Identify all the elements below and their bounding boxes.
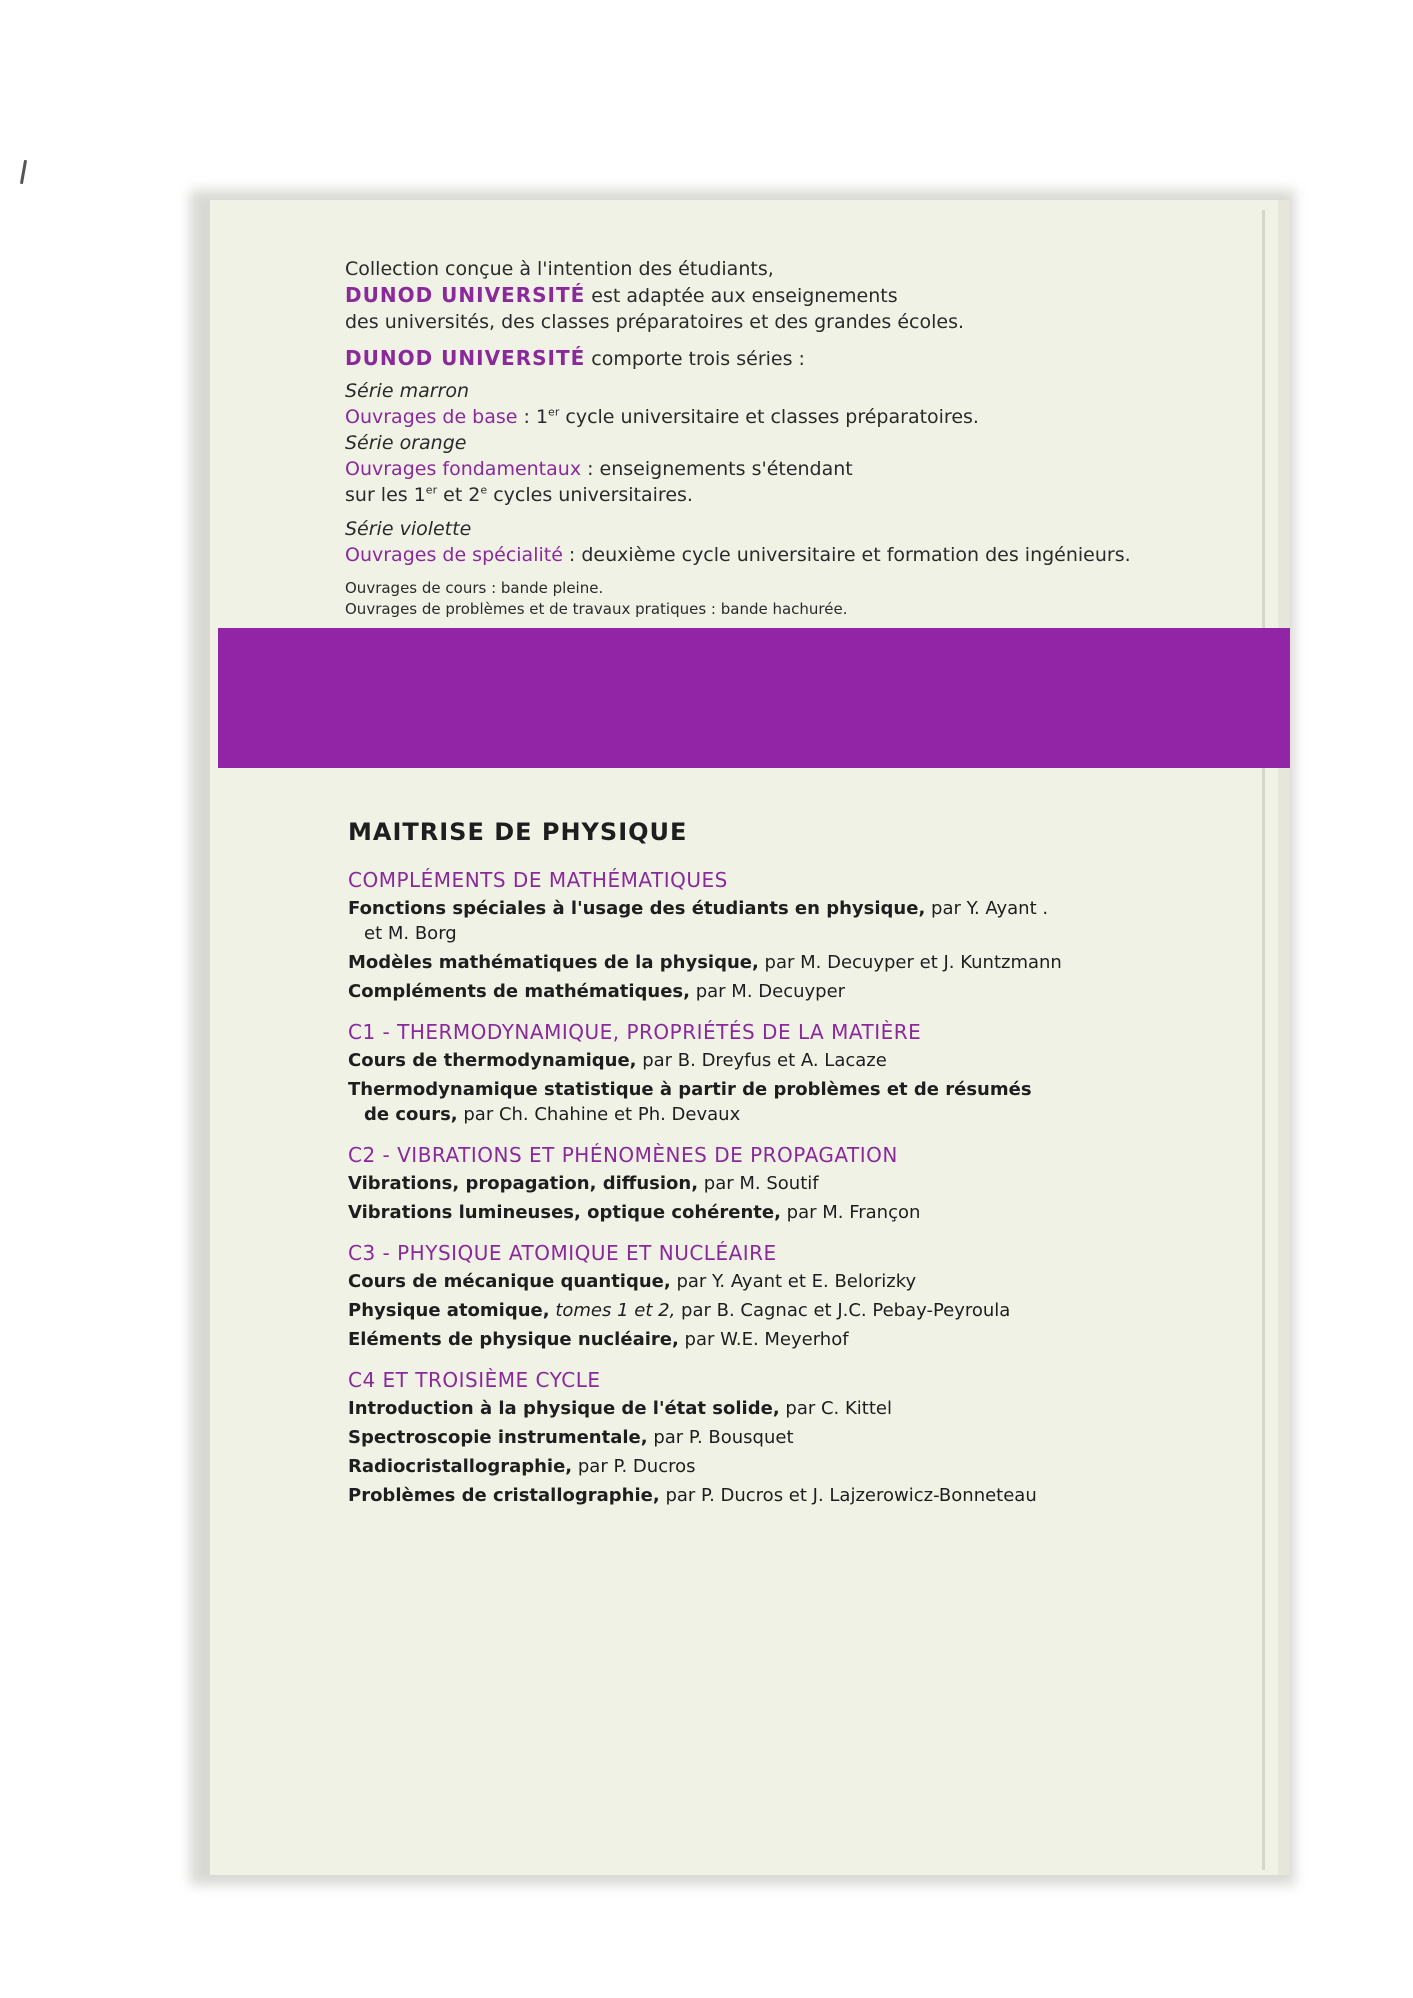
series-desc-cont: sur les 1er et 2e cycles universitaires. — [345, 483, 693, 506]
note-problemes: Ouvrages de problèmes et de travaux pratiques : bande hachurée. — [345, 600, 848, 618]
intro-line-2: DUNOD UNIVERSITÉ est adaptée aux enseignements — [345, 283, 898, 307]
section-title: C2 - VIBRATIONS ET PHÉNOMÈNES DE PROPAGATION — [348, 1143, 898, 1167]
series-desc: Ouvrages fondamentaux : enseignements s'étendant — [345, 458, 853, 480]
list-item: Vibrations, propagation, diffusion, par M. Soutif — [348, 1173, 819, 1194]
spine-edge — [1262, 210, 1265, 1870]
section-title: C1 - THERMODYNAMIQUE, PROPRIÉTÉS DE LA MATIÈRE — [348, 1020, 922, 1044]
intro-line-3: des universités, des classes préparatoires et des grandes écoles. — [345, 311, 965, 333]
brand-name: DUNOD UNIVERSITÉ — [345, 283, 586, 307]
catalog — [348, 818, 1248, 1524]
list-item: Modèles mathématiques de la physique, par M. Decuyper et J. Kuntzmann — [348, 952, 1062, 973]
series-desc: Ouvrages de base : 1er cycle universitaire et classes préparatoires. — [345, 405, 979, 428]
catalog-title: MAITRISE DE PHYSIQUE — [348, 818, 688, 846]
series-marron — [345, 378, 1245, 430]
series-name: Série violette — [345, 518, 472, 540]
list-item: Fonctions spéciales à l'usage des étudiants en physique, par Y. Ayant . et M. Borg — [348, 898, 1049, 944]
section-c1 — [348, 1020, 1248, 1127]
section-title: C4 ET TROISIÈME CYCLE — [348, 1368, 601, 1392]
list-item: Eléments de physique nucléaire, par W.E. Meyerhof — [348, 1329, 849, 1350]
section-c2 — [348, 1143, 1248, 1225]
collection-intro — [345, 256, 1245, 620]
intro-line-4: DUNOD UNIVERSITÉ comporte trois séries : — [345, 346, 805, 370]
purple-band — [218, 628, 1290, 768]
brand-name: DUNOD UNIVERSITÉ — [345, 346, 586, 370]
list-item: Radiocristallographie, par P. Ducros — [348, 1456, 696, 1477]
list-item: Introduction à la physique de l'état solide, par C. Kittel — [348, 1398, 892, 1419]
list-item: Physique atomique, tomes 1 et 2, par B. Cagnac et J.C. Pebay-Peyroula — [348, 1300, 1011, 1321]
list-item: Cours de mécanique quantique, par Y. Ayant et E. Belorizky — [348, 1271, 917, 1292]
list-item: Cours de thermodynamique, par B. Dreyfus et A. Lacaze — [348, 1050, 887, 1071]
list-item: Thermodynamique statistique à partir de problèmes et de résumés de cours, par Ch. Chahine et Ph. Devaux — [348, 1079, 1032, 1125]
section-title: COMPLÉMENTS DE MATHÉMATIQUES — [348, 868, 728, 892]
series-desc: Ouvrages de spécialité : deuxième cycle universitaire et formation des ingénieurs. — [345, 544, 1131, 566]
note-cours: Ouvrages de cours : bande pleine. — [345, 579, 604, 597]
list-item: Vibrations lumineuses, optique cohérente, par M. Françon — [348, 1202, 921, 1223]
series-violette — [345, 516, 1245, 568]
scan-mark-left — [20, 160, 27, 184]
series-label: Ouvrages de base — [345, 406, 518, 428]
list-item: Compléments de mathématiques, par M. Decuyper — [348, 981, 846, 1002]
series-label: Ouvrages de spécialité — [345, 544, 563, 566]
series-label: Ouvrages fondamentaux — [345, 458, 582, 480]
section-title: C3 - PHYSIQUE ATOMIQUE ET NUCLÉAIRE — [348, 1241, 777, 1265]
section-c4 — [348, 1368, 1248, 1508]
list-item: Problèmes de cristallographie, par P. Ducros et J. Lajzerowicz-Bonneteau — [348, 1485, 1037, 1506]
intro-line-1: Collection conçue à l'intention des étudiants, — [345, 258, 774, 280]
section-complements — [348, 868, 1248, 1004]
series-name: Série orange — [345, 432, 467, 454]
list-item: Spectroscopie instrumentale, par P. Bousquet — [348, 1427, 794, 1448]
series-orange — [345, 430, 1245, 508]
section-c3 — [348, 1241, 1248, 1352]
series-name: Série marron — [345, 380, 470, 402]
